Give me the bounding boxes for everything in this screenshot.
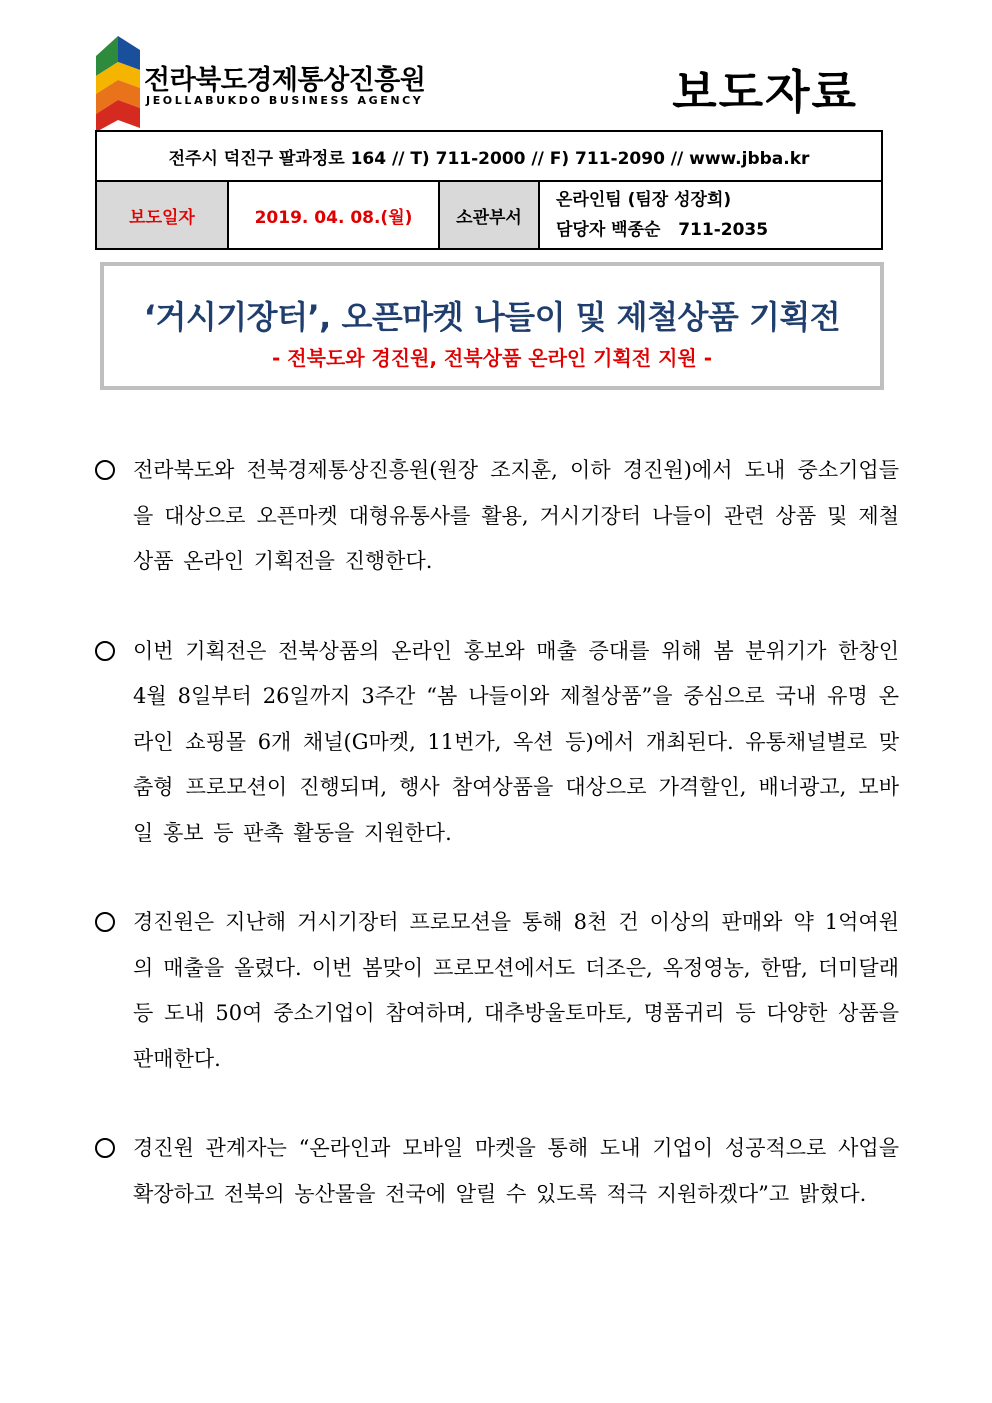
org-name: 전라북도경제통상진흥원 xyxy=(144,65,426,96)
paragraph-text: 전라북도와 전북경제통상진흥원(원장 조지훈, 이하 경진원)에서 도내 중소기업들을 대상으로 오픈마켓 대형유통사를 활용, 거시기장터 나들이 관련 상품 및 제철상품 온라인 기획전을 진행한다. xyxy=(133,458,899,573)
org-name-english: JEOLLABUKDO BUSINESS AGENCY xyxy=(146,94,424,107)
headline-title: ‘거시기장터’, 오픈마켓 나들이 및 제철상품 기획전 xyxy=(143,298,841,336)
dept-label: 소관부서 xyxy=(439,181,539,249)
agency-logo-icon xyxy=(94,36,142,132)
doc-type-title: 보도자료 xyxy=(672,65,858,119)
paragraph xyxy=(93,900,899,1082)
paragraph xyxy=(93,1126,899,1217)
headline-subtitle: - 전북도와 경진원, 전북상품 온라인 기획전 지원 - xyxy=(271,346,713,370)
dept-line-team: 온라인팀 (팀장 성장희) xyxy=(556,190,732,210)
contact-table xyxy=(95,130,883,250)
paragraph xyxy=(93,629,899,857)
circle-bullet-icon xyxy=(95,641,115,661)
paragraph-text: 이번 기획전은 전북상품의 온라인 홍보와 매출 증대를 위해 봄 분위기가 한창인 4월 8일부터 26일까지 3주간 “봄 나들이와 제철상품”을 중심으로 국내 유명 온라인 쇼핑몰 6개 채널(G마켓, 11번가, 옥션 등)에서 개최된다. 유통채널별로 맞춤형 프로모션이 진행되며, 행사 참여상품을 대상으로 가격할인, 배너광고, 모바일 홍보 등 판촉 활동을 지원한다. xyxy=(133,638,899,845)
dept-line-contact: 담당자 백종순 711-2035 xyxy=(556,220,769,240)
circle-bullet-icon xyxy=(95,460,115,480)
dept-info xyxy=(539,181,882,249)
paragraph xyxy=(93,448,899,585)
agency-logo xyxy=(94,36,424,132)
paragraph-text: 경진원 관계자는 “온라인과 모바일 마켓을 통해 도내 기업이 성공적으로 사업을 확장하고 전북의 농산물을 전국에 알릴 수 있도록 적극 지원하겠다”고 밝혔다. xyxy=(133,1136,899,1206)
circle-bullet-icon xyxy=(95,912,115,932)
body-text xyxy=(93,448,899,1261)
release-date-label: 보도일자 xyxy=(96,181,228,249)
address-line: 전주시 덕진구 팔과정로 164 // T) 711-2000 // F) 711-2090 // www.jbba.kr xyxy=(96,131,882,181)
headline-box xyxy=(100,262,884,390)
paragraph-text: 경진원은 지난해 거시기장터 프로모션을 통해 8천 건 이상의 판매와 약 1억여원의 매출을 올렸다. 이번 봄맞이 프로모션에서도 더조은, 옥정영농, 한땀, 더미달래 등 도내 50여 중소기업이 참여하며, 대추방울토마토, 명품귀리 등 다양한 상품을 판매한다. xyxy=(133,910,899,1071)
release-date: 2019. 04. 08.(월) xyxy=(228,181,439,249)
circle-bullet-icon xyxy=(95,1138,115,1158)
